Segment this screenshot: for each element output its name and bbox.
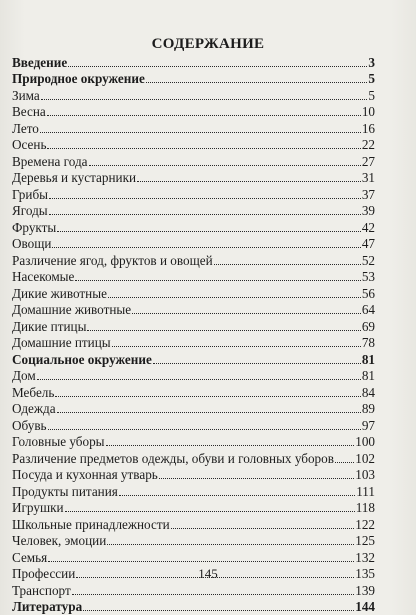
dot-leader [65,511,355,512]
toc-entry [12,268,375,285]
toc-entry [12,416,375,433]
toc-entry-page: 111 [356,483,375,499]
toc-entry-title: Зима [12,87,40,103]
page-title: СОДЕРЖАНИЕ [151,36,265,52]
toc-entry-page: 22 [361,137,375,152]
toc-entry-page: 39 [361,203,375,218]
toc-entry-page: 10 [361,104,375,119]
toc-entry [12,251,375,268]
toc-entry-title: Социальное окружение [12,351,152,367]
toc-entry-title: Осень [12,137,47,152]
toc-entry [12,185,375,202]
toc-entry-page: 132 [355,549,375,565]
toc-entry-title: Дикие птицы [12,318,87,334]
toc-entry-title: Дом [12,368,36,383]
toc-entry [12,466,375,483]
toc-entry-page: 42 [361,219,375,235]
toc-entry [12,284,375,301]
toc-entry [12,400,375,417]
dot-leader [52,247,360,248]
toc-entry [12,317,375,334]
dot-leader [72,594,354,595]
toc-entry-title: Посуда и кухонная утварь [12,467,158,482]
dot-leader [48,429,361,430]
toc-entry [12,548,375,565]
dot-leader [112,346,361,347]
dot-leader [40,132,361,133]
toc-entry-page: 135 [355,566,375,581]
toc-entry-title: Домашние животные [12,302,132,317]
toc-entry [12,218,375,235]
toc-entry-page: 78 [361,335,375,350]
toc-entry-title: Грибы [12,186,49,202]
toc-entry [12,482,375,499]
dot-leader [137,181,361,182]
toc-entry-page: 89 [361,401,375,416]
toc-entry-page: 103 [355,467,375,482]
dot-leader [146,82,368,83]
toc-entry-title: Овощи [12,236,52,251]
toc-entry-title: Ягоды [12,203,48,218]
toc-entry-title: Транспорт [12,582,71,598]
toc-entry-page: 56 [361,285,375,301]
toc-entry-page: 3 [368,54,375,70]
dot-leader [119,495,355,496]
toc-entry-title: Профессии [12,566,76,581]
toc-entry-title: Времена года [12,153,88,169]
toc-entry-page: 5 [368,87,375,103]
dot-leader [37,379,361,380]
toc-entry [12,350,375,367]
toc-entry-title: Человек, эмоции [12,533,107,548]
dot-leader [55,396,360,397]
toc-entry-page: 81 [361,351,375,367]
toc-entry [12,301,375,318]
toc-entry [12,70,375,87]
toc-entry-page: 139 [355,582,375,598]
dot-leader [335,462,354,463]
toc-entry-page: 100 [355,434,375,449]
dot-leader [87,330,360,331]
toc-entry-page: 31 [361,170,375,185]
toc-entry [12,499,375,516]
toc-entry [12,86,375,103]
dot-leader [132,313,361,314]
dot-leader [214,264,361,265]
dot-leader [47,115,361,116]
toc-entry [12,581,375,598]
toc-entry-page: 102 [355,450,375,466]
toc-entry-title: Деревья и кустарники [12,170,137,185]
toc-entry [12,136,375,153]
toc-entry-page: 47 [361,236,375,251]
toc-entry-title: Домашние птицы [12,335,111,350]
toc-entry-page: 52 [361,252,375,268]
toc-entry-page: 118 [355,500,375,515]
toc-entry [12,119,375,136]
toc-entry [12,532,375,549]
toc-entry-page: 16 [361,120,375,136]
toc-entry-page: 27 [361,153,375,169]
toc-entry [12,169,375,186]
toc-entry-title: Головные уборы [12,434,105,449]
toc-entry [12,515,375,532]
dot-leader [49,214,361,215]
toc-entry [12,367,375,384]
toc-entry [12,334,375,351]
toc-entry-title: Природное окружение [12,71,145,86]
toc-entry-page: 64 [361,302,375,317]
toc-entry-title: Фрукты [12,219,57,235]
dot-leader [83,610,354,611]
toc-entry-page: 5 [368,71,375,86]
toc-entry [12,152,375,169]
toc-entry-title: Насекомые [12,269,75,284]
toc-entry-page: 122 [355,516,375,532]
dot-leader [57,231,361,232]
table-of-contents [12,53,375,614]
toc-entry-title: Игрушки [12,500,64,515]
toc-entry-page: 81 [361,368,375,383]
toc-entry-title: Различение предметов одежды, обуви и головных уборов [12,450,334,466]
toc-entry-title: Лето [12,120,39,136]
dot-leader [106,445,355,446]
toc-entry-title: Дикие животные [12,285,107,301]
dot-leader [75,280,360,281]
dot-leader [68,66,367,67]
toc-entry-page: 125 [355,533,375,548]
toc-entry-title: Литература [12,599,83,614]
dot-leader [108,297,361,298]
dot-leader [48,561,354,562]
toc-entry-title: Школьные принадлежности [12,516,170,532]
dot-leader [171,528,355,529]
dot-leader [57,412,361,413]
page-number: 145 [198,566,218,581]
toc-entry [12,235,375,252]
toc-entry-title: Мебель [12,384,55,400]
toc-entry-title: Семья [12,549,48,565]
dot-leader [47,148,360,149]
toc-entry [12,103,375,120]
toc-entry [12,449,375,466]
dot-leader [41,99,368,100]
toc-entry-title: Введение [12,54,68,70]
toc-entry [12,433,375,450]
toc-entry-title: Различение ягод, фруктов и овощей [12,252,213,268]
toc-entry-page: 97 [361,417,375,433]
toc-entry-page: 53 [361,269,375,284]
toc-entry [12,202,375,219]
dot-leader [153,363,361,364]
toc-entry [12,53,375,70]
toc-entry-title: Весна [12,104,46,119]
toc-entry-title: Продукты питания [12,483,118,499]
dot-leader [159,478,354,479]
toc-entry-page: 69 [361,318,375,334]
dot-leader [49,198,361,199]
toc-entry-title: Одежда [12,401,56,416]
toc-entry-page: 84 [361,384,375,400]
toc-entry-title: Обувь [12,417,47,433]
toc-entry [12,598,375,615]
toc-entry [12,383,375,400]
toc-entry-page: 144 [355,599,375,614]
dot-leader [107,544,354,545]
dot-leader [89,165,361,166]
toc-entry-page: 37 [361,186,375,202]
